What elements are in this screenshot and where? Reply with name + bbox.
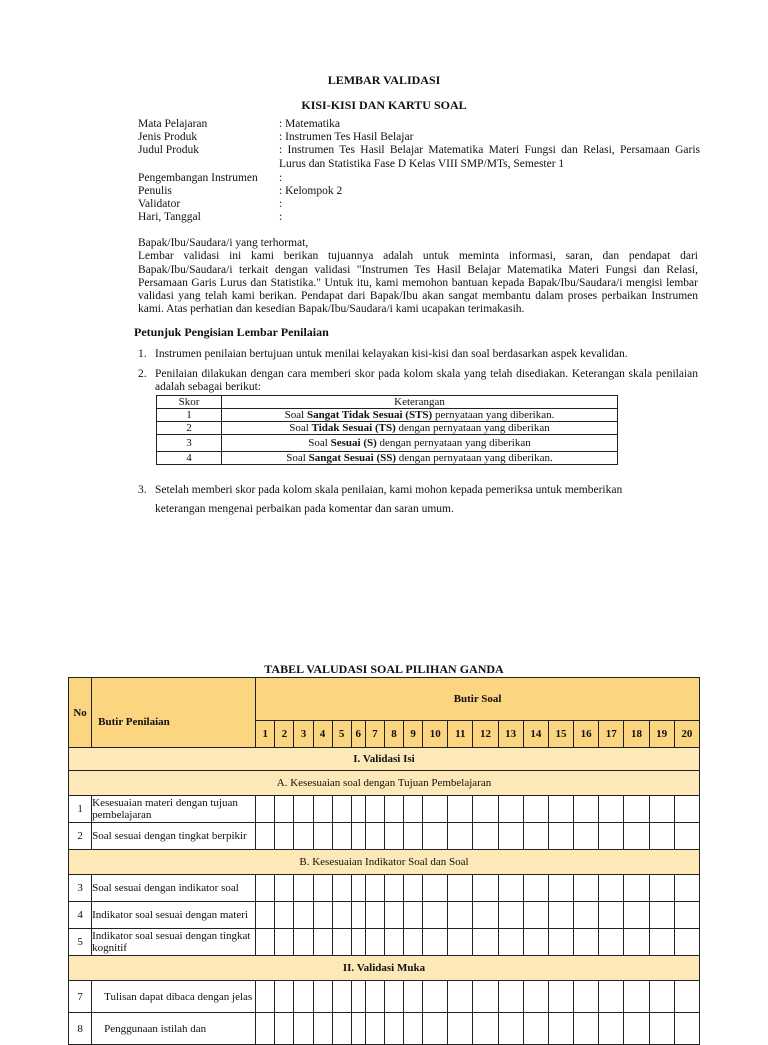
- score-row: [157, 422, 618, 435]
- score-input-cell[interactable]: [384, 796, 403, 823]
- item-number-cell: 13: [498, 721, 523, 748]
- intro-paragraph: [138, 237, 698, 317]
- intro-body: Lembar validasi ini kami berikan tujuannya adalah untuk meminta informasi, saran, dan pendapat dari Bapak/Ibu/Saudara/i terkait dengan validasi "Instrumen Tes Hasil Belajar Matematika Materi Fungsi dan Relasi, Persamaan Garis Lurus dan Statistika." Untuk itu, kami memohon bantuan kepada Bapak/Ibu/Saudara/i mengisi lembar validasi yang telah kami berikan. Pendapat dari Bapak/Ibu akan sangat membantu dalam proses perbaikan Instrumen kami. Atas perhatian dan kesedian Bapak/Ibu/Saudara/i kami ucapakan terimakasih.: [138, 250, 698, 316]
- item-number-cell: 19: [649, 721, 674, 748]
- score-input-cell[interactable]: [332, 875, 351, 902]
- score-input-cell[interactable]: [423, 796, 448, 823]
- score-input-cell[interactable]: [498, 929, 523, 956]
- item-number-cell: 12: [473, 721, 498, 748]
- meta-value: : Instrumen Tes Hasil Belajar: [279, 131, 414, 144]
- metadata-block: [138, 118, 700, 225]
- score-input-cell[interactable]: [256, 929, 275, 956]
- instruction-text: keterangan mengenai perbaikan pada komentar dan saran umum.: [155, 503, 454, 515]
- instruction-number: [138, 503, 155, 516]
- score-input-cell[interactable]: [423, 1013, 448, 1045]
- score-input-cell[interactable]: [498, 902, 523, 929]
- score-input-cell[interactable]: [294, 796, 313, 823]
- score-header-skor: Skor: [157, 396, 222, 409]
- item-number-cell: 1: [256, 721, 275, 748]
- meta-row-subject: [138, 118, 700, 131]
- criteria-row: [69, 902, 700, 929]
- item-number-cell: 16: [574, 721, 599, 748]
- score-input-cell[interactable]: [473, 796, 498, 823]
- instruction-item: [138, 348, 698, 361]
- score-input-cell[interactable]: [498, 823, 523, 850]
- score-input-cell[interactable]: [674, 796, 699, 823]
- score-input-cell[interactable]: [548, 929, 573, 956]
- score-input-cell[interactable]: [473, 902, 498, 929]
- score-input-cell[interactable]: [448, 823, 473, 850]
- score-input-cell[interactable]: [365, 1013, 384, 1045]
- criteria-number: 3: [69, 875, 92, 902]
- score-input-cell[interactable]: [404, 1013, 423, 1045]
- score-input-cell[interactable]: [473, 823, 498, 850]
- item-number-cell: 20: [674, 721, 699, 748]
- score-input-cell[interactable]: [674, 875, 699, 902]
- score-input-cell[interactable]: [384, 823, 403, 850]
- score-table: [156, 395, 618, 465]
- criteria-number: 7: [69, 981, 92, 1013]
- criteria-number: 1: [69, 796, 92, 823]
- score-input-cell[interactable]: [313, 1013, 332, 1045]
- score-input-cell[interactable]: [275, 796, 294, 823]
- header-no: No: [69, 678, 92, 748]
- item-number-cell: 2: [275, 721, 294, 748]
- score-input-cell[interactable]: [365, 981, 384, 1013]
- score-input-cell[interactable]: [473, 1013, 498, 1045]
- meta-value: :: [279, 211, 283, 224]
- instructions-heading: Petunjuk Pengisian Lembar Penilaian: [134, 325, 329, 339]
- score-input-cell[interactable]: [624, 929, 649, 956]
- score-input-cell[interactable]: [294, 929, 313, 956]
- score-input-cell[interactable]: [498, 875, 523, 902]
- score-input-cell[interactable]: [523, 902, 548, 929]
- score-input-cell[interactable]: [365, 929, 384, 956]
- subsection-row-b: [69, 850, 700, 875]
- score-input-cell[interactable]: [649, 823, 674, 850]
- score-input-cell[interactable]: [313, 929, 332, 956]
- score-input-cell[interactable]: [498, 796, 523, 823]
- score-input-cell[interactable]: [649, 1013, 674, 1045]
- score-input-cell[interactable]: [294, 981, 313, 1013]
- score-input-cell[interactable]: [313, 875, 332, 902]
- score-row: [157, 409, 618, 422]
- score-input-cell[interactable]: [365, 823, 384, 850]
- score-input-cell[interactable]: [599, 875, 624, 902]
- meta-value: : Matematika: [279, 118, 340, 130]
- item-number-cell: 15: [548, 721, 573, 748]
- document-title: LEMBAR VALIDASI: [327, 73, 441, 87]
- score-input-cell[interactable]: [448, 796, 473, 823]
- instruction-text: Instrumen penilaian bertujuan untuk menilai kelayakan kisi-kisi dan soal berdasarkan aspek kevalidan.: [155, 348, 628, 360]
- score-input-cell[interactable]: [599, 823, 624, 850]
- score-value: 1: [157, 409, 222, 422]
- score-input-cell[interactable]: [256, 1013, 275, 1045]
- score-input-cell[interactable]: [498, 981, 523, 1013]
- score-input-cell[interactable]: [365, 796, 384, 823]
- score-input-cell[interactable]: [294, 875, 313, 902]
- criteria-text: Soal sesuai dengan indikator soal: [92, 875, 256, 902]
- score-input-cell[interactable]: [423, 875, 448, 902]
- criteria-row: [69, 929, 700, 956]
- score-input-cell[interactable]: [574, 929, 599, 956]
- criteria-text: Kesesuaian materi dengan tujuan pembelajaran: [92, 796, 256, 823]
- score-input-cell[interactable]: [674, 823, 699, 850]
- item-number-cell: 10: [423, 721, 448, 748]
- score-input-cell[interactable]: [404, 875, 423, 902]
- instruction-number: 2.: [138, 368, 147, 380]
- score-input-cell[interactable]: [294, 1013, 313, 1045]
- criteria-text: Indikator soal sesuai dengan materi: [92, 902, 256, 929]
- score-input-cell[interactable]: [523, 1013, 548, 1045]
- score-description: Soal Tidak Sesuai (TS) dengan pernyataan yang diberikan: [222, 422, 618, 435]
- score-input-cell[interactable]: [473, 875, 498, 902]
- score-input-cell[interactable]: [423, 823, 448, 850]
- score-input-cell[interactable]: [384, 981, 403, 1013]
- score-input-cell[interactable]: [674, 1013, 699, 1045]
- score-input-cell[interactable]: [548, 823, 573, 850]
- score-input-cell[interactable]: [448, 981, 473, 1013]
- criteria-row: [69, 823, 700, 850]
- score-input-cell[interactable]: [275, 981, 294, 1013]
- score-input-cell[interactable]: [574, 875, 599, 902]
- score-input-cell[interactable]: [523, 823, 548, 850]
- score-input-cell[interactable]: [574, 823, 599, 850]
- score-input-cell[interactable]: [423, 902, 448, 929]
- criteria-number: 8: [69, 1013, 92, 1045]
- score-input-cell[interactable]: [649, 875, 674, 902]
- meta-row-author: [138, 185, 700, 198]
- item-number-cell: 9: [404, 721, 423, 748]
- score-input-cell[interactable]: [448, 1013, 473, 1045]
- score-input-cell[interactable]: [384, 875, 403, 902]
- score-input-cell[interactable]: [674, 981, 699, 1013]
- intro-greeting: Bapak/Ibu/Saudara/i yang terhormat,: [138, 237, 309, 249]
- score-input-cell[interactable]: [384, 902, 403, 929]
- score-input-cell[interactable]: [624, 1013, 649, 1045]
- item-number-cell: 18: [624, 721, 649, 748]
- validation-header-row: [69, 678, 700, 721]
- score-description: Soal Sangat Tidak Sesuai (STS) pernyataan yang diberikan.: [222, 409, 618, 422]
- score-input-cell[interactable]: [649, 981, 674, 1013]
- score-input-cell[interactable]: [674, 929, 699, 956]
- score-input-cell[interactable]: [365, 875, 384, 902]
- subsection-row-b-label: B. Kesesuaian Indikator Soal dan Soal: [69, 850, 700, 875]
- score-input-cell[interactable]: [599, 1013, 624, 1045]
- meta-row-validator: [138, 198, 700, 211]
- criteria-row: [69, 796, 700, 823]
- header-items: Butir Soal: [256, 678, 700, 721]
- score-input-cell[interactable]: [624, 823, 649, 850]
- score-description: Soal Sangat Sesuai (SS) dengan pernyataan yang diberikan.: [222, 452, 618, 465]
- score-input-cell[interactable]: [275, 929, 294, 956]
- meta-value: : Instrumen Tes Hasil Belajar Matematika Materi Fungsi dan Relasi, Persamaan Garis Lurus dan Statistika Fase D Kelas VIII SMP/MTs, Semester 1: [279, 144, 700, 170]
- item-number-cell: 3: [294, 721, 313, 748]
- instruction-text: Setelah memberi skor pada kolom skala penilaian, kami mohon kepada pemeriksa untuk memberikan: [155, 484, 623, 496]
- item-number-cell: 17: [599, 721, 624, 748]
- criteria-number: 5: [69, 929, 92, 956]
- criteria-text: Indikator soal sesuai dengan tingkat kognitif: [92, 929, 256, 956]
- score-value: 3: [157, 435, 222, 452]
- meta-label: Validator: [138, 198, 181, 211]
- meta-label: Mata Pelajaran: [138, 118, 208, 130]
- score-input-cell[interactable]: [448, 875, 473, 902]
- meta-row-developer: [138, 172, 700, 185]
- score-value: 2: [157, 422, 222, 435]
- score-input-cell[interactable]: [275, 823, 294, 850]
- instruction-item: [138, 503, 698, 516]
- meta-value: :: [279, 171, 283, 184]
- section-row-validasi-muka: [69, 956, 700, 981]
- score-input-cell[interactable]: [523, 981, 548, 1013]
- subsection-row-a-label: A. Kesesuaian soal dengan Tujuan Pembelajaran: [69, 771, 700, 796]
- instruction-number: 3.: [138, 484, 147, 496]
- score-input-cell[interactable]: [404, 823, 423, 850]
- section-row-validasi-isi-label: I. Validasi Isi: [69, 748, 700, 771]
- criteria-row: [69, 875, 700, 902]
- score-input-cell[interactable]: [523, 796, 548, 823]
- meta-label: Jenis Produk: [138, 131, 198, 144]
- criteria-row: [69, 981, 700, 1013]
- score-input-cell[interactable]: [332, 929, 351, 956]
- score-input-cell[interactable]: [294, 823, 313, 850]
- item-number-cell: 6: [351, 721, 365, 748]
- score-input-cell[interactable]: [649, 929, 674, 956]
- score-input-cell[interactable]: [313, 823, 332, 850]
- score-input-cell[interactable]: [351, 902, 365, 929]
- criteria-text: Soal sesuai dengan tingkat berpikir: [92, 823, 256, 850]
- meta-row-product-title: [138, 144, 700, 170]
- score-input-cell[interactable]: [574, 981, 599, 1013]
- score-input-cell[interactable]: [275, 1013, 294, 1045]
- item-number-cell: 11: [448, 721, 473, 748]
- item-number-cell: 5: [332, 721, 351, 748]
- score-input-cell[interactable]: [313, 981, 332, 1013]
- header-criteria: Butir Penilaian: [92, 678, 256, 748]
- meta-row-product-type: [138, 131, 700, 144]
- criteria-row: [69, 1013, 700, 1045]
- instruction-number: 1.: [138, 348, 147, 360]
- score-input-cell[interactable]: [548, 981, 573, 1013]
- score-input-cell[interactable]: [548, 875, 573, 902]
- score-description: Soal Sesuai (S) dengan pernyataan yang diberikan: [222, 435, 618, 452]
- score-input-cell[interactable]: [404, 796, 423, 823]
- score-table-header: [157, 396, 618, 409]
- score-input-cell[interactable]: [256, 796, 275, 823]
- score-input-cell[interactable]: [548, 1013, 573, 1045]
- score-input-cell[interactable]: [448, 929, 473, 956]
- score-input-cell[interactable]: [624, 902, 649, 929]
- score-input-cell[interactable]: [275, 902, 294, 929]
- score-input-cell[interactable]: [332, 902, 351, 929]
- meta-label: Hari, Tanggal: [138, 211, 201, 224]
- score-input-cell[interactable]: [649, 796, 674, 823]
- instruction-item: [138, 484, 698, 497]
- score-input-cell[interactable]: [384, 929, 403, 956]
- score-input-cell[interactable]: [404, 981, 423, 1013]
- score-input-cell[interactable]: [351, 875, 365, 902]
- score-input-cell[interactable]: [523, 875, 548, 902]
- score-input-cell[interactable]: [574, 1013, 599, 1045]
- section-row-validasi-isi: [69, 748, 700, 771]
- score-input-cell[interactable]: [384, 1013, 403, 1045]
- score-input-cell[interactable]: [574, 902, 599, 929]
- score-input-cell[interactable]: [624, 796, 649, 823]
- item-number-cell: 14: [523, 721, 548, 748]
- section-row-validasi-muka-label: II. Validasi Muka: [69, 956, 700, 981]
- item-number-cell: 8: [384, 721, 403, 748]
- criteria-text: Penggunaan istilah dan: [92, 1013, 256, 1045]
- score-input-cell[interactable]: [423, 981, 448, 1013]
- score-input-cell[interactable]: [351, 823, 365, 850]
- score-input-cell[interactable]: [332, 823, 351, 850]
- score-input-cell[interactable]: [294, 902, 313, 929]
- score-input-cell[interactable]: [275, 875, 294, 902]
- criteria-number: 2: [69, 823, 92, 850]
- score-input-cell[interactable]: [332, 981, 351, 1013]
- score-input-cell[interactable]: [365, 902, 384, 929]
- score-input-cell[interactable]: [574, 796, 599, 823]
- score-input-cell[interactable]: [599, 929, 624, 956]
- item-number-cell: 4: [313, 721, 332, 748]
- criteria-text: Tulisan dapat dibaca dengan jelas: [92, 981, 256, 1013]
- score-input-cell[interactable]: [351, 1013, 365, 1045]
- meta-label: Judul Produk: [138, 144, 200, 157]
- score-input-cell[interactable]: [523, 929, 548, 956]
- instruction-text: Penilaian dilakukan dengan cara memberi skor pada kolom skala yang telah disediakan. Keterangan skala penilaian adalah sebagai berikut:: [155, 368, 698, 393]
- score-input-cell[interactable]: [256, 823, 275, 850]
- score-input-cell[interactable]: [448, 902, 473, 929]
- score-value: 4: [157, 452, 222, 465]
- meta-row-date: [138, 211, 700, 224]
- validation-table-title: TABEL VALUDASI SOAL PILIHAN GANDA: [264, 662, 504, 676]
- score-input-cell[interactable]: [548, 902, 573, 929]
- score-input-cell[interactable]: [423, 929, 448, 956]
- score-input-cell[interactable]: [599, 981, 624, 1013]
- document-subtitle: KISI-KISI DAN KARTU SOAL: [301, 98, 467, 112]
- score-header-keterangan: Keterangan: [222, 396, 618, 409]
- score-input-cell[interactable]: [351, 796, 365, 823]
- score-input-cell[interactable]: [599, 796, 624, 823]
- score-input-cell[interactable]: [498, 1013, 523, 1045]
- score-input-cell[interactable]: [256, 981, 275, 1013]
- criteria-number: 4: [69, 902, 92, 929]
- score-input-cell[interactable]: [351, 929, 365, 956]
- score-input-cell[interactable]: [332, 796, 351, 823]
- score-input-cell[interactable]: [332, 1013, 351, 1045]
- validation-table: [68, 677, 700, 1045]
- score-input-cell[interactable]: [256, 875, 275, 902]
- score-input-cell[interactable]: [313, 796, 332, 823]
- meta-label: Pengembangan Instrumen: [138, 171, 258, 184]
- score-input-cell[interactable]: [404, 902, 423, 929]
- score-row: [157, 452, 618, 465]
- score-input-cell[interactable]: [351, 981, 365, 1013]
- meta-label: Penulis: [138, 185, 172, 198]
- score-input-cell[interactable]: [313, 902, 332, 929]
- item-number-cell: 7: [365, 721, 384, 748]
- score-input-cell[interactable]: [649, 902, 674, 929]
- score-input-cell[interactable]: [473, 981, 498, 1013]
- score-input-cell[interactable]: [624, 981, 649, 1013]
- instruction-item: [138, 368, 698, 394]
- score-row: [157, 435, 618, 452]
- subsection-row-a: [69, 771, 700, 796]
- score-input-cell[interactable]: [548, 796, 573, 823]
- meta-value: : Kelompok 2: [279, 185, 343, 198]
- score-input-cell[interactable]: [256, 902, 275, 929]
- score-input-cell[interactable]: [599, 902, 624, 929]
- score-input-cell[interactable]: [473, 929, 498, 956]
- score-input-cell[interactable]: [624, 875, 649, 902]
- score-input-cell[interactable]: [674, 902, 699, 929]
- meta-value: :: [279, 198, 283, 211]
- score-input-cell[interactable]: [404, 929, 423, 956]
